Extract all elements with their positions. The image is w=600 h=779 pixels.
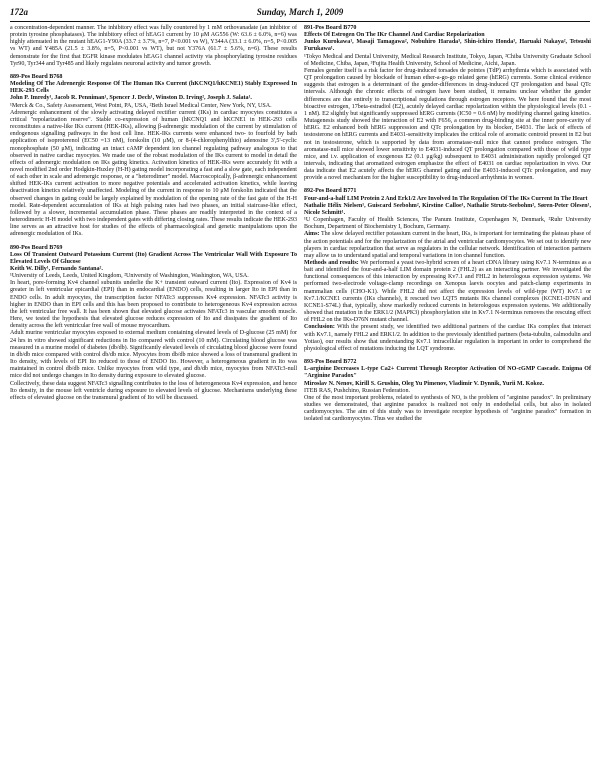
abstract-affiliations: ¹University of Leeds, Leeds, United Kingdom, ²University of Washington, Washington, WA, USA. — [10, 273, 249, 280]
page-date: Sunday, March 1, 2009 — [256, 7, 344, 17]
board-number: Board B769 — [31, 244, 63, 251]
abstract-body: Adrenergic enhancement of the slowly activating delayed rectifier current (IKs) in cardiac myocytes constitutes a critical "repolarization reserve". Stable co-expression of human (hKCNQ1 and hKCNE1 in HEK-293 cells reconstitutes a native-like IKs current (HEK-IKs), allowing β-adrenergic modulation of the current by stimulation of endogenous signalling pathways in the host cell line. HEK-IKs currents were enhanced two- to fourfold by bath application of isoproterenol (EC50 =13 nM), forskolin (10 μM), or 8-(4-chlorophenylthio) adenosine 3',5'-cyclic monophosphate (50 μM), indicating an intact cAMP dependent ion channel regulating pathway analogous to that observed in native cardiac myocytes. We made use of the robust modulation of the IKs current to model in detail the effects of adrenergic modulation on IKs gating kinetics. Activation kinetics of HEK-IKs were accurately fit with a novel modified 2nd order Hodgkin-Huxley (H-H) gating model incorporating a fast and a slow gate, each independent of each other in scale and adrenergic response, or a "heterodimer" model. Macroscopically, β-adrenergic enhancement shifted HEK-IKs current activation to more negative potentials and accelerated activation kinetics, while leaving deactivation kinetics relatively unaffected. Modeling of the current in response to 10 μM forskolin indicated that the observed changes in gating could be largely explained by modulation of the opening rate of the fast gate of the H-H model. Rate-dependent accumulation of IKs at high pulsing rates had two phases, an initial staircase-like effect, followed by a slower, incremental accumulation phase. These phases are readily interpreted in the context of a heterodimeric H-H model with two independent gates with differing closing rates. These results indicate the HEK-293 line serves as an attractive host for studies of the effects of pharmacological and genetic manipulations upon the adrenergic modulation of IKs. — [10, 109, 297, 238]
abstract-affiliations: ¹Merck & Co., Safety Assessment, West Point, PA, USA, ²Beth Israel Medical Center, New York, NY, USA. — [10, 102, 272, 109]
section-text: We performed a yeast two-hybrid screen of a heart cDNA library using Kv7.1 N-terminus as a bait and identified the four-and-a-half LIM domain protein 2 (FHL2) as an interacting partner. We investigated the functional consequences of this interaction by expressing Kv7.1 and FHL2 in heterologous expression systems. We performed two-electrode voltage-clamp recordings on Xenopus laevis oocytes and patch-clamp experiments in mammalian cells (CHO-K1). While FHL2 did not affect the expression levels of wild-type (WT) Kv7.1 or Kv7.1/KCNE1 currents (IKs channels), it rescued two LQT5 mutants IKs channel complexes (KCNE1-D76N and KCNE1-S74L) that, typically, show markedly reduced currents in heterologous expression systems. We additionally showed that mutation in the ERK1/2 (MAPK3) phosphorylation site in Kv7.1 N-terminus removes the rescuing effect of FHL2 on the IKs-D76N mutant channel. — [304, 260, 591, 324]
abstract-section — [304, 231, 591, 260]
board-number: Board B772 — [325, 359, 357, 366]
section-label: Conclusion: — [304, 324, 335, 331]
abstract-id: 893-Pos — [304, 359, 325, 366]
abstract-authors: Keith W. Dilly¹, Fernando Santana². — [10, 266, 103, 272]
header-rule — [10, 21, 590, 22]
abstract-892 — [304, 188, 591, 353]
abstract-body: Females gender itself is a risk factor for drug-induced torsades de pointes (TdP) arrhythmia which is associated with QT prolongation caused by blockade of human ether-a-go-go related gene (hERG) currents. Some clinical evidence suggests that estrogen is a determinant of the gender-differences in drug-induced QT prolongation and basal QTc intervals. Although the chronic effects of estrogen have been studied, it remains unclear whether the gender differences are due entirely to transcriptional regulations through estrogen receptors. We here found that the most bioactive estrogen, 17beta-estradiol (E2), acutely delayed cardiac repolarization within the physiological levels (0.1 - 1 nM). E2 slightly but significantly suppressed hERG currents (IC50 = 0.6 nM) by modifying channel gating kinetics. Mutagenesis study showed the interaction of E2 with F656, a common drug-binding site at the inner pore-cavity of hERG. E2 enhanced both hERG suppression and QTc prolongation by its blocker, E4031. The lack of effects of testosterone on hERG currents and E4031-sensitivity implicates the critical role of aromatic centroid present in E2 but not in testosterone, which is supported by data from aromatase-null mice that cannot produce estrogen. The aromatase-null mice showed lower sensitivity to E4031-induced QT prolongation compared with those of wild type mice, and i.v. application of exogenous E2 (0.1 μg/kg) subsequent to E4031 administration rapidly prolonged QT intervals, indicating that aromatized estrogen emphasize the effect of E4031 on cardiac repolarization in vivo. Our data indicate that E2 acutely affects the hERG channel gating and the E4031-induced QTc prolongation, and may provide a novel mechanism for the higher susceptibility to drug-induced arrhythmia in women. — [304, 67, 591, 182]
abstract-body: Collectively, these data suggest NFATc3 signalling contributes to the loss of heterogeneous Kv4 expression, and hence Ito density, in the mouse left ventricle during exposure to elevated levels of glucose. Mechanisms underlying these effects of elevated glucose on the transmural gradient of Ito will be discussed. — [10, 380, 297, 401]
abstract-authors: Nathalie Hélix Nielsen¹, Guiscard Seebohm², Kirstine Calloe¹, Nathalie Strutz-Seebohm², Søren-Peter Olesen¹, Nicole Schmitt¹. — [304, 202, 591, 216]
section-text: With the present study, we identified two additional partners of the cardiac IKs complex that interact with Kv7.1, namely FHL2 and ERK1/2. In addition to the previously identified partners (beta-tubulin, calmodulin and Yotiao), our results show that understanding Kv7.1 intracellular regulation is important in order to comprehend the physiological effect of mutations inducing the LQT syndrome. — [304, 324, 591, 352]
page-number: 172a — [10, 7, 28, 17]
abstract-title: Modeling Of The Adrenergic Response Of The Human IKs Current (hKCNQ1/hKCNE1) Stably Expressed In HEK-293 Cells — [10, 81, 297, 95]
abstract-889 — [10, 74, 297, 239]
abstract-title: Loss Of Transient Outward Potassium Current (Ito) Gradient Across The Ventricular Wall With Exposure To Elevated Levels Of Glucose — [10, 251, 297, 265]
abstract-header — [10, 245, 297, 252]
abstract-authors: Miroslav N. Nenov, Kirill S. Grushin, Oleg Yu Pimenov, Vladimir V. Dynnik, Yurii M. Kokoz. — [304, 380, 544, 387]
abstract-body: One of the most important problems, related to synthesis of NO, is the problem of "arginine paradox". In preliminary studies we demonstrated, that arginine paradox is realized not only in endothelial cells, but also in isolated cardiomyocytes. The aim of this study was to investigate receptor hypothesis of "arginine paradox" formation in isolated rat cardiomyocytes. Thus we studied the — [304, 394, 591, 423]
abstract-affiliations: ¹Tokyo Medical and Dental University, Medical Research Institute, Tokyo, Japan, ²Chiba University Graduate School of Medicine, Chiba, Japan, ³Fujita Health University, School of Medicine, Aichi, Japan. — [304, 53, 591, 67]
abstract-id: 891-Pos — [304, 25, 325, 31]
board-number: Board B768 — [31, 73, 63, 80]
section-label: Methods and results: — [304, 260, 359, 266]
abstract-header — [304, 359, 591, 366]
abstract-header — [304, 25, 591, 32]
abstract-body: In heart, pore-forming Kv4 channel subunits underlie the K+ transient outward current (Ito). Expression of Kv4 is greater in left ventricular epicardial (EPI) than in endocardial (ENDO) cells, resulting in larger Ito in EPI than in ENDO cells. In adult myocytes, the transcription factor NFATc3 suppresses Kv4 expression. NFATc3 activity is higher in ENDO than in EPI cells and this has been proposed to contribute to heterogeneous Kv4 expression across the left ventricular free wall. It has been shown that elevated glucose activates NFATc3 in vascular smooth muscle. Here, we tested the hypothesis that elevated glucose reduces expression of Ito and dissipates the gradient of Ito density across the left ventricular free wall of mouse myocardium. — [10, 280, 297, 330]
section-label: Aims: — [304, 231, 320, 238]
abstract-authors: John P. Imredy¹, Jacob R. Penniman¹, Spencer J. Dech¹, Winston D. Irving², Joseph J. Salata¹. — [10, 95, 252, 102]
abstract-893 — [304, 359, 591, 423]
abstract-title: Effects Of Estrogen On The IKr Channel And Cardiac Repolarization — [304, 32, 485, 39]
abstract-header — [304, 188, 591, 195]
right-column — [304, 25, 591, 423]
abstract-890 — [10, 245, 297, 402]
abstract-body: Adult murine ventricular myocytes exposed to external medium containing elevated levels of D-glucose (25 mM) for 24 hrs in vitro showed significant reductions in Ito compared with control (10 mM). Circulating blood glucose was measured in a murine model of diabetes (db/db). Significantly elevated levels of circulating blood glucose were found in db/db mice compared with control db/db mice. Myocytes from db/db mice showed a loss of transmural gradient in Ito density, with levels of EPI Ito reduced to those of ENDO Ito. However, a heterogeneous gradient in Ito was maintained in control db/db mice. Unlike myocytes from wild type, and db/db mice, myocytes from NFATc3-null mice did not undergo changes in Ito density during exposure to elevated glucose. — [10, 330, 297, 380]
section-text: The slow delayed rectifier potassium current in the heart, IKs, is important for terminating the plateau phase of the action potentials and for the repolarization of the atrial and ventricular cardiomyocytes. We set out to identify new players in cardiac repolarization that serve as regulators in the cellular network. Identification of interaction partners may allow us to understand spatial and temporal variations in ion channel function. — [304, 231, 591, 259]
abstract-title: Four-and-a-half LIM Protein 2 And Erk1/2 Are Involved In The Regulation Of The IKs Current In The Heart — [304, 195, 588, 202]
left-column — [10, 25, 297, 402]
abstract-id: 889-Pos — [10, 73, 31, 80]
abstract-affiliations: ¹U Copenhagen, Faculty of Health Sciences, The Panum Institute, Copenhagen N, Denmark, ²Ruhr University Bochum, Department of Biochemistry I, Bochum, Germany. — [304, 217, 591, 231]
board-number: Board B770 — [325, 25, 357, 31]
board-number: Board B771 — [325, 188, 357, 195]
page-header — [10, 6, 590, 20]
abstract-id: 890-Pos — [10, 244, 31, 251]
abstract-section — [304, 324, 591, 353]
abstract-id: 892-Pos — [304, 188, 325, 195]
abstract-891 — [304, 25, 591, 182]
abstract-authors: Junko Kurokawa¹, Masaji Tamagawa², Nobuhiro Harada³, Shin-ichiro Honda³, Haruaki Nakaya², Tetsushi Furukawa¹. — [304, 39, 591, 53]
abstract-title: L-arginine Decreases L-type Ca2+ Current Through Receptor Activation Of NO-cGMP Cascade. Enigma Of "Arginine Paradox" — [304, 366, 591, 380]
continuation-paragraph: a concentration-dependent manner. The inhibitory effect was fully countered by 1 mM orthovanadate (an inhibitor of protein tyrosine phosphatases). The inhibitory effect of hEAG1 current by 10 μM AG556 (W: 63.6 ± 6.0%, n=6) was highly attenuated in the mutant hEAG1-Y90A (33.7 ± 3.7%, n=7, P<0.001 vs W), Y344A (33.1 ± 6.0%, n=5, P<0.005 vs WT) and Y485A (21.5 ± 3.8%, n=5, P<0.001 vs WT), but not Y376A (61.7 ± 5.6%, n=6). These results demonstrate for the first that EGFR kinase modulates hEAG1 channel activity via phosphorylating tyrosine residues Tyr90, Tyr344 and Tyr485 and likely regulates neuronal activity and tumor growth. — [10, 25, 297, 67]
abstract-section — [304, 260, 591, 324]
abstract-affiliations: ITEB RAS, Pushchino, Russian Federation. — [304, 387, 410, 394]
